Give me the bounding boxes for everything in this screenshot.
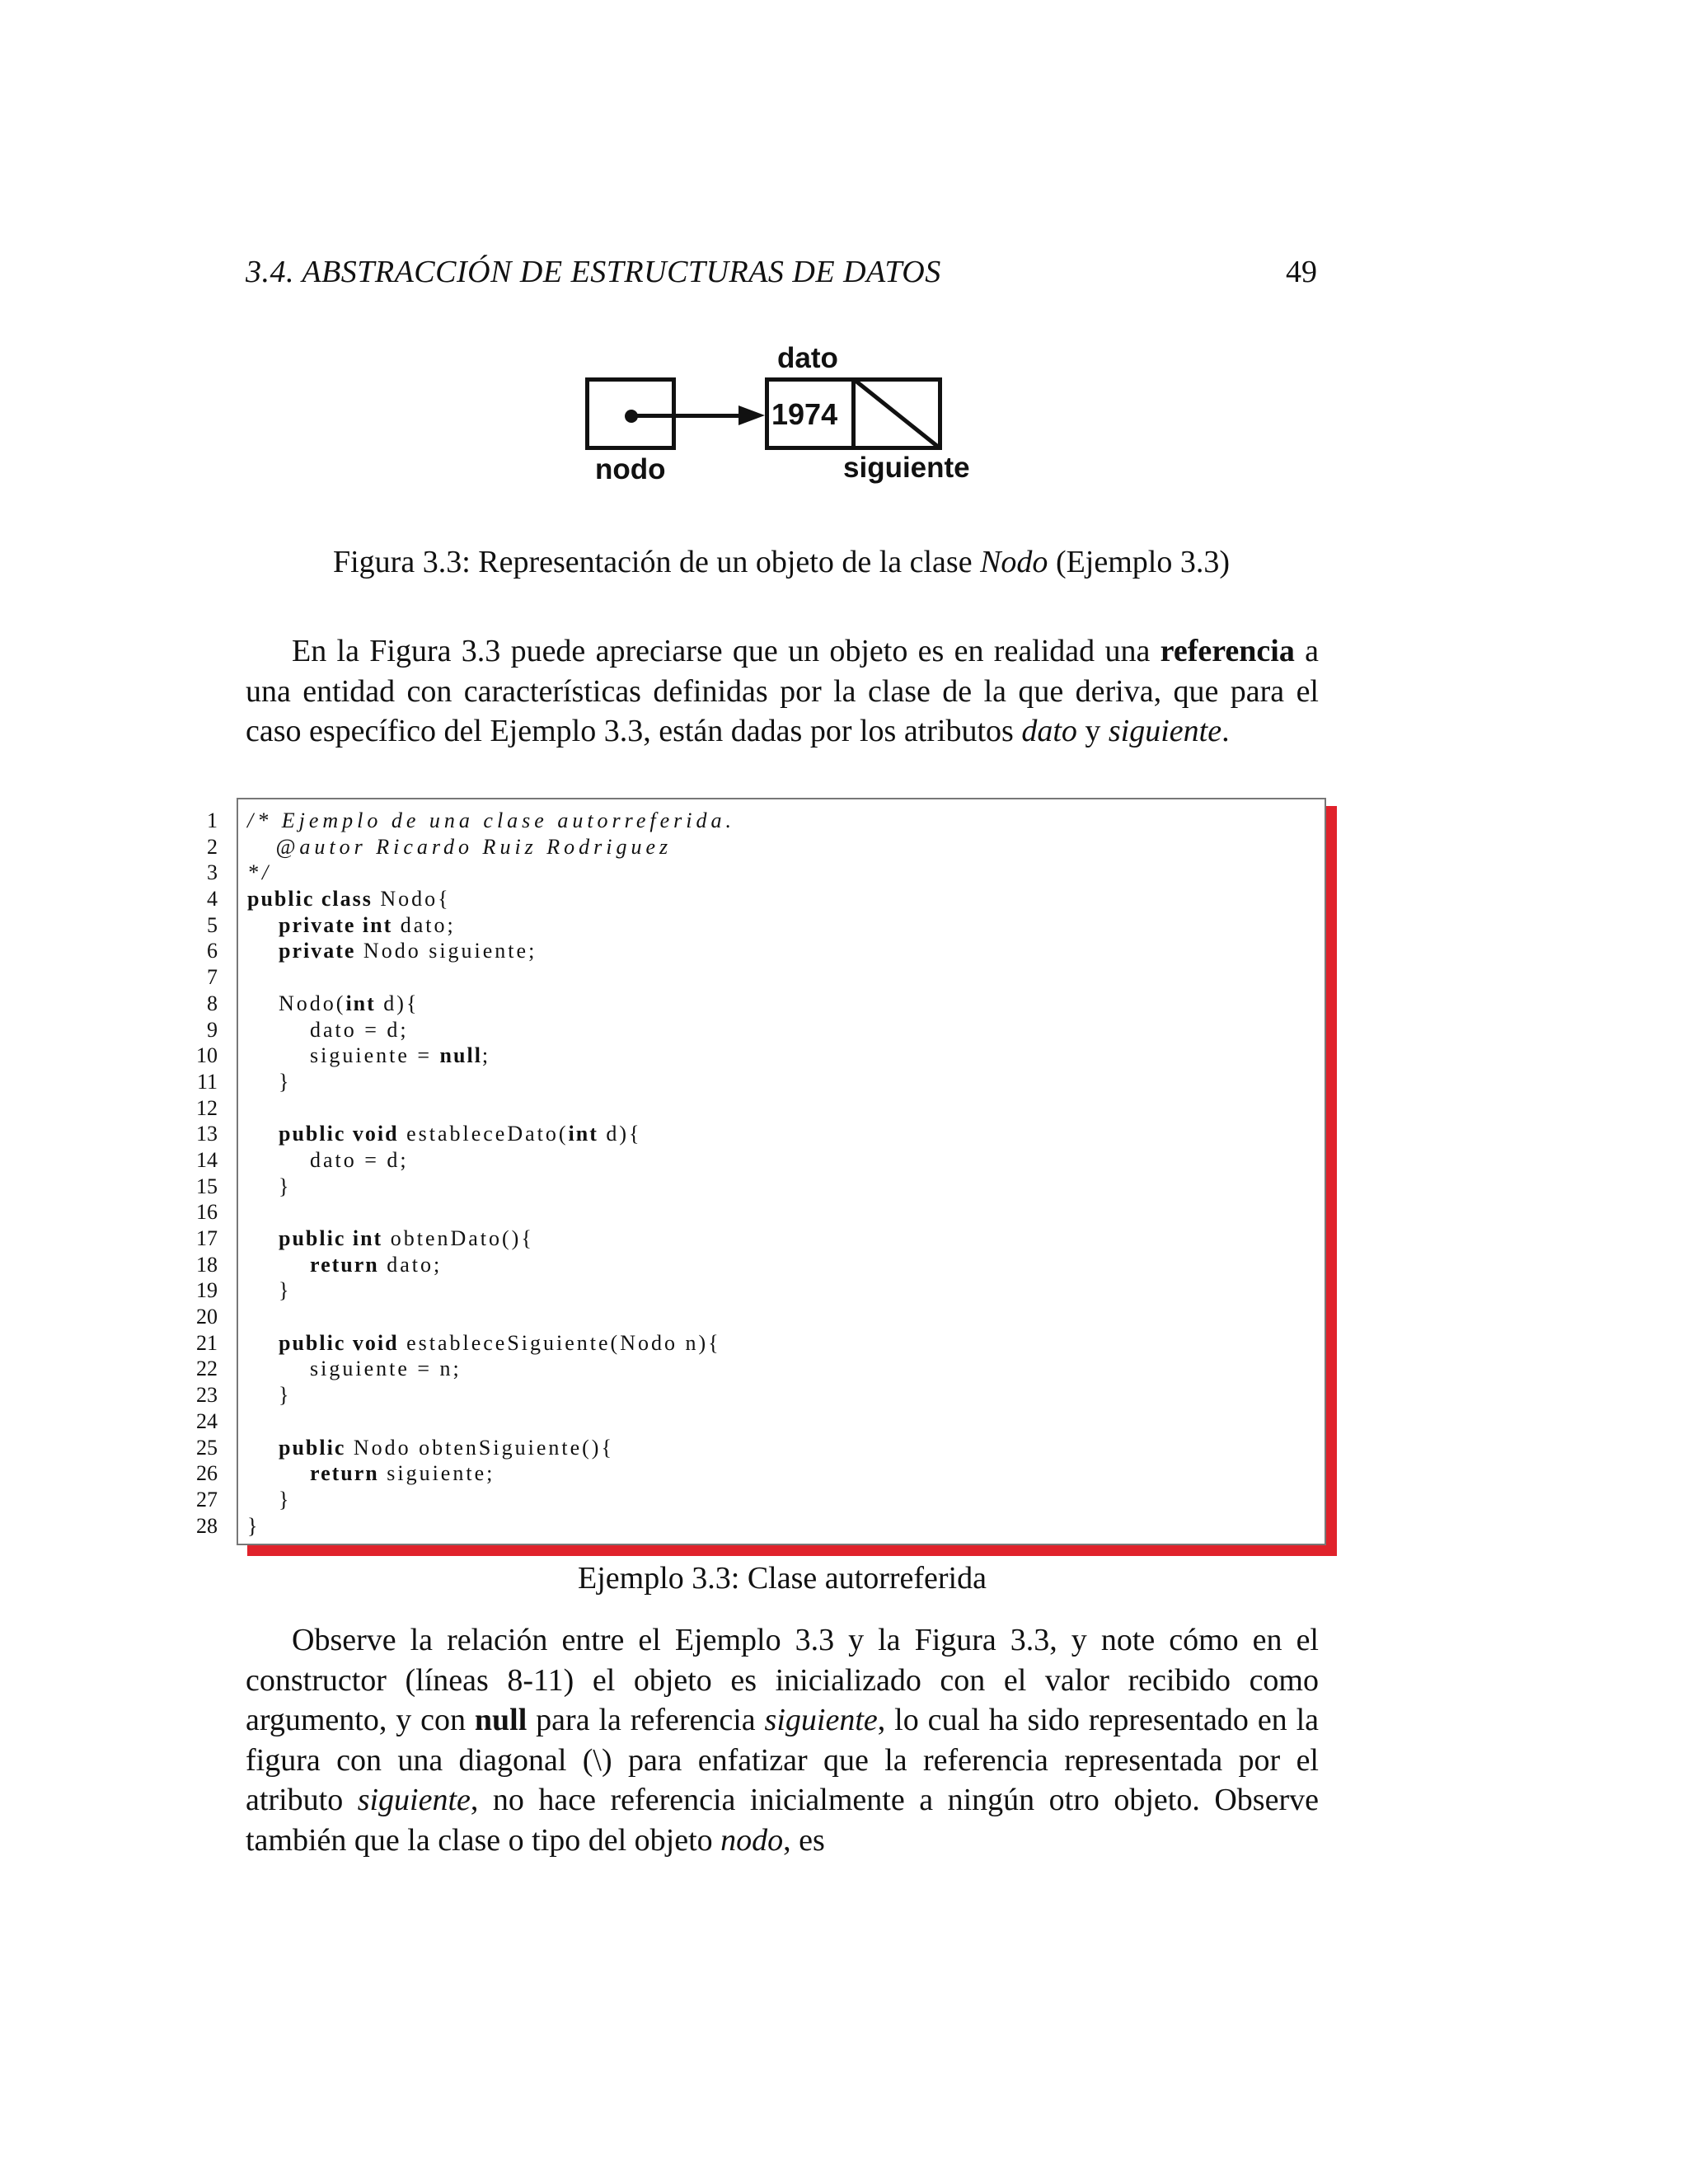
code-token: } xyxy=(247,1383,292,1408)
code-line xyxy=(247,886,1302,912)
code-line-number: 9 xyxy=(207,1017,218,1042)
p1-text-4: . xyxy=(1221,714,1230,748)
code-token: estableceSiguiente(Nodo n){ xyxy=(398,1330,721,1355)
code-token: dato = d; xyxy=(247,1147,409,1172)
code-token xyxy=(247,913,279,937)
code-token: ; xyxy=(481,1043,491,1068)
siguiente-label: siguiente xyxy=(843,452,970,484)
code-line-number: 11 xyxy=(196,1069,218,1094)
code-line-number: 6 xyxy=(207,939,218,963)
figure-caption-suffix: (Ejemplo 3.3) xyxy=(1048,545,1230,579)
code-line xyxy=(247,834,1302,860)
code-line-number: 19 xyxy=(196,1278,218,1303)
code-line-number: 7 xyxy=(207,965,218,990)
code-line xyxy=(247,1460,1302,1487)
code-token: dato; xyxy=(392,912,456,937)
code-line xyxy=(247,1382,1302,1408)
code-line-number: 8 xyxy=(207,991,218,1015)
code-line xyxy=(247,964,1302,991)
code-line xyxy=(247,1277,1302,1304)
code-line xyxy=(247,1356,1302,1382)
code-line xyxy=(247,1147,1302,1174)
code-caption: Ejemplo 3.3: Clase autorreferida xyxy=(578,1561,987,1596)
code-line xyxy=(247,1017,1302,1043)
code-line-number: 12 xyxy=(196,1095,218,1120)
reference-arrow-head xyxy=(738,405,765,425)
p2-bold-null: null xyxy=(474,1703,528,1737)
code-token: @autor Ricardo Ruiz Rodriguez xyxy=(247,834,673,859)
code-line-number: 17 xyxy=(196,1226,218,1250)
code-line-number: 1 xyxy=(207,808,218,832)
code-line xyxy=(247,1487,1302,1513)
code-line-number: 13 xyxy=(196,1122,218,1146)
dato-label: dato xyxy=(777,342,838,374)
code-line xyxy=(247,1226,1302,1252)
code-line xyxy=(247,1513,1302,1540)
p1-text-2: a una entidad con características definidas por la clase de la que deriva, que para el caso específico del Ejemplo 3.3, están dadas por los atributos xyxy=(246,634,1320,748)
code-line-number: 27 xyxy=(196,1487,218,1511)
code-token xyxy=(247,1461,310,1485)
p1-text-3: y xyxy=(1076,714,1109,748)
paragraph-2 xyxy=(246,1620,1319,1860)
code-token: dato = d; xyxy=(247,1017,409,1042)
paragraph-1 xyxy=(246,631,1319,752)
code-line xyxy=(247,1252,1302,1278)
code-token: obtenDato(){ xyxy=(382,1226,534,1250)
p1-text-1: En la Figura 3.3 puede apreciarse que un objeto es en realidad una xyxy=(292,634,1160,668)
figure-caption-prefix: Figura 3.3: Representación de un objeto de la clase xyxy=(332,545,981,579)
code-token: siguiente = xyxy=(247,1043,440,1068)
code-token: } xyxy=(247,1069,292,1094)
figure-caption xyxy=(246,544,1317,580)
code-line-number: 14 xyxy=(196,1147,218,1172)
code-token: null xyxy=(439,1043,482,1068)
code-line xyxy=(247,860,1302,886)
code-token: public class xyxy=(247,887,373,912)
p2-text-4: , no hace referencia inicialmente a ningún otro objeto. Observe también que la clase o tipo del objeto xyxy=(246,1783,1319,1858)
code-line-number: 28 xyxy=(196,1513,218,1538)
code-token: } xyxy=(247,1278,292,1303)
code-line-number: 5 xyxy=(207,912,218,937)
code-line-number: 26 xyxy=(196,1461,218,1486)
code-token: public int xyxy=(279,1226,383,1250)
code-token: */ xyxy=(247,860,273,885)
code-line xyxy=(247,1408,1302,1435)
code-token xyxy=(247,939,279,963)
code-line-number: 2 xyxy=(207,834,218,859)
code-line xyxy=(247,1121,1302,1147)
p1-italic-dato: dato xyxy=(1021,714,1077,748)
code-token: int xyxy=(345,991,376,1015)
p2-text-2: para la referencia xyxy=(527,1703,765,1737)
code-token: public void xyxy=(279,1122,399,1146)
code-token: public void xyxy=(279,1330,399,1355)
code-token xyxy=(247,1436,279,1460)
code-token: siguiente = n; xyxy=(247,1357,462,1381)
dato-value: 1974 xyxy=(771,397,838,431)
reference-arrow-line xyxy=(631,414,747,418)
code-token: Nodo obtenSiguiente(){ xyxy=(345,1435,614,1460)
p1-bold-referencia: referencia xyxy=(1160,634,1295,668)
code-token: d){ xyxy=(598,1122,642,1146)
code-line-number: 21 xyxy=(196,1330,218,1355)
code-token: return xyxy=(310,1461,379,1486)
code-token xyxy=(247,1253,310,1277)
code-line xyxy=(247,1435,1302,1461)
p2-italic-siguiente: siguiente xyxy=(764,1703,878,1737)
code-line xyxy=(247,808,1302,834)
code-line-number: 16 xyxy=(196,1200,218,1225)
code-line xyxy=(247,912,1302,939)
code-line xyxy=(247,991,1302,1017)
code-token: int xyxy=(568,1122,598,1146)
code-token xyxy=(247,1122,279,1146)
code-line-number: 10 xyxy=(196,1043,218,1068)
code-token: } xyxy=(247,1487,292,1511)
code-line-numbers xyxy=(165,808,218,1539)
code-token: Nodo( xyxy=(247,991,346,1015)
code-token: /* Ejemplo de una clase autorreferida. xyxy=(247,808,735,832)
code-line xyxy=(247,1043,1302,1069)
code-line xyxy=(247,1174,1302,1200)
code-token: siguiente; xyxy=(378,1461,495,1486)
code-token: } xyxy=(247,1174,292,1198)
code-line-number: 20 xyxy=(196,1305,218,1329)
code-line-number: 23 xyxy=(196,1383,218,1408)
code-listing xyxy=(247,808,1302,1539)
code-line-number: 4 xyxy=(207,887,218,912)
p2-text-1: Observe la relación entre el Ejemplo 3.3 y la Figura 3.3, y note cómo en el constructor (líneas 8-11) el objeto es inicializado con el valor recibido como argumento, y con xyxy=(246,1623,1319,1737)
running-head: 3.4. ABSTRACCIÓN DE ESTRUCTURAS DE DATOS xyxy=(246,255,941,289)
code-line xyxy=(247,1199,1302,1226)
siguiente-field-box xyxy=(851,377,942,450)
code-token: d){ xyxy=(375,991,420,1015)
code-line xyxy=(247,1069,1302,1095)
code-token: return xyxy=(310,1252,379,1277)
code-token: public xyxy=(279,1435,346,1460)
code-line xyxy=(247,938,1302,964)
page-number: 49 xyxy=(1286,255,1317,289)
code-line-number: 15 xyxy=(196,1174,218,1198)
code-line xyxy=(247,1095,1302,1122)
code-token: } xyxy=(247,1513,260,1538)
p2-text-5: , es xyxy=(783,1822,825,1858)
code-token: dato; xyxy=(378,1252,443,1277)
code-line xyxy=(247,1304,1302,1330)
p2-italic-nodo: nodo xyxy=(720,1822,784,1858)
code-token: private int xyxy=(279,912,393,937)
node-diagram xyxy=(577,342,989,499)
code-token: estableceDato( xyxy=(398,1122,569,1146)
figure-caption-class: Nodo xyxy=(980,545,1048,579)
code-line-number: 22 xyxy=(196,1357,218,1381)
p2-italic-siguiente-2: siguiente xyxy=(357,1783,471,1817)
code-line xyxy=(247,1330,1302,1357)
null-diagonal-icon xyxy=(851,377,942,450)
code-line-number: 25 xyxy=(196,1435,218,1460)
code-token: private xyxy=(279,939,356,963)
code-line-number: 24 xyxy=(196,1408,218,1433)
nodo-label: nodo xyxy=(595,453,666,485)
p2-text-3: , lo cual ha sido representado en la figura con una diagonal (\) para enfatizar que la referencia representada por el atributo xyxy=(246,1703,1320,1817)
code-token xyxy=(247,1331,279,1355)
code-token: Nodo{ xyxy=(372,887,451,912)
code-line-number: 18 xyxy=(196,1252,218,1277)
code-token: Nodo siguiente; xyxy=(355,939,537,963)
p1-italic-siguiente: siguiente xyxy=(1108,714,1222,748)
code-line-number: 3 xyxy=(207,860,218,885)
code-token xyxy=(247,1226,279,1250)
